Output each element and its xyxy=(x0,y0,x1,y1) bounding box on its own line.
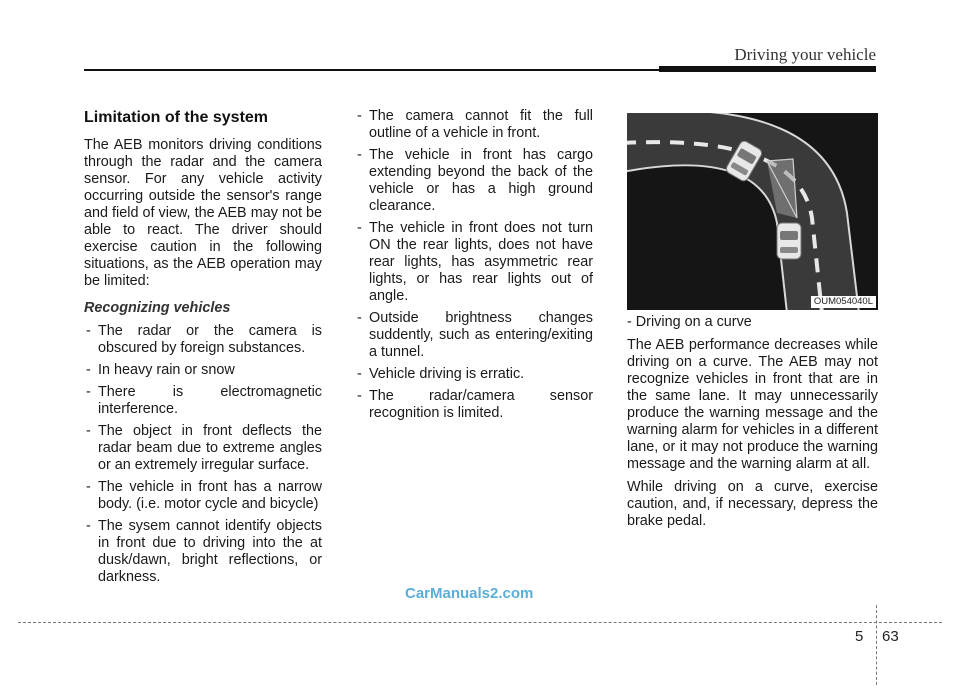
column-2 xyxy=(355,108,593,427)
list-item: - Outside brightness changes suddently, such as entering/exiting a tunnel. xyxy=(355,310,593,361)
list-item: - The camera cannot fit the full outline of a vehicle in front. xyxy=(355,108,593,142)
list-item: - The vehicle in front has a narrow body. (i.e. motor cycle and bicycle) xyxy=(84,479,322,513)
list-item: - The object in front deflects the radar beam due to extreme angles or an extremely irregular surface. xyxy=(84,423,322,474)
curve-road-illustration xyxy=(627,113,878,310)
column-3 xyxy=(627,314,878,536)
list-item: - The radar/camera sensor recognition is limited. xyxy=(355,388,593,422)
header-title: Driving your vehicle xyxy=(734,45,876,64)
list-item: - The radar or the camera is obscured by foreign substances. xyxy=(84,323,322,357)
footer-rule xyxy=(18,622,942,623)
list-item: - The vehicle in front does not turn ON the rear lights, does not have rear lights, has asymmetric rear lights, or has rear lights out of angle. xyxy=(355,220,593,305)
footer-divider xyxy=(876,605,877,685)
page-number: 63 xyxy=(882,628,899,645)
list-item: - The sysem cannot identify objects in front due to driving into the at dusk/dawn, bright reflections, or darkness. xyxy=(84,518,322,586)
list-item: - The vehicle in front has cargo extending beyond the back of the vehicle or has a high ground clearance. xyxy=(355,147,593,215)
header-rule-thick xyxy=(659,66,876,72)
section-heading: Limitation of the system xyxy=(84,109,269,126)
curve-illustration xyxy=(627,113,878,310)
list-item: - Vehicle driving is erratic. xyxy=(355,366,593,383)
list-item: - There is electromagnetic interference. xyxy=(84,384,322,418)
limitation-list-1 xyxy=(84,323,322,586)
section-number: 5 xyxy=(855,628,864,645)
figure-code: OUM054040L xyxy=(811,296,876,308)
limitation-list-2 xyxy=(355,108,593,422)
intro-paragraph: The AEB monitors driving conditions through the radar and the camera sensor. For any vehicle activity occurring outside the sensor's range and field of view, the AEB may not be able to react. The driver should exercise caution in the following situations, as the AEB operation may be limited: xyxy=(84,137,322,289)
column-1 xyxy=(84,108,322,591)
header-rule xyxy=(84,69,659,71)
list-item: - In heavy rain or snow xyxy=(84,362,322,379)
watermark-link[interactable]: CarManuals2.com xyxy=(405,585,534,602)
subheading-recognizing-vehicles: Recognizing vehicles xyxy=(84,300,231,316)
caution-paragraph: While driving on a curve, exercise caution, and, if necessary, depress the brake pedal. xyxy=(627,479,878,529)
curve-item: - Driving on a curve xyxy=(627,314,752,330)
curve-paragraph: The AEB performance decreases while driving on a curve. The AEB may not recognize vehicles in front that are in the same lane. It may unnecessarily produce the warning message and the warning alarm for vehicles in a different lane, or it may not produce the warning message and the warning alarm at all. xyxy=(627,337,878,472)
